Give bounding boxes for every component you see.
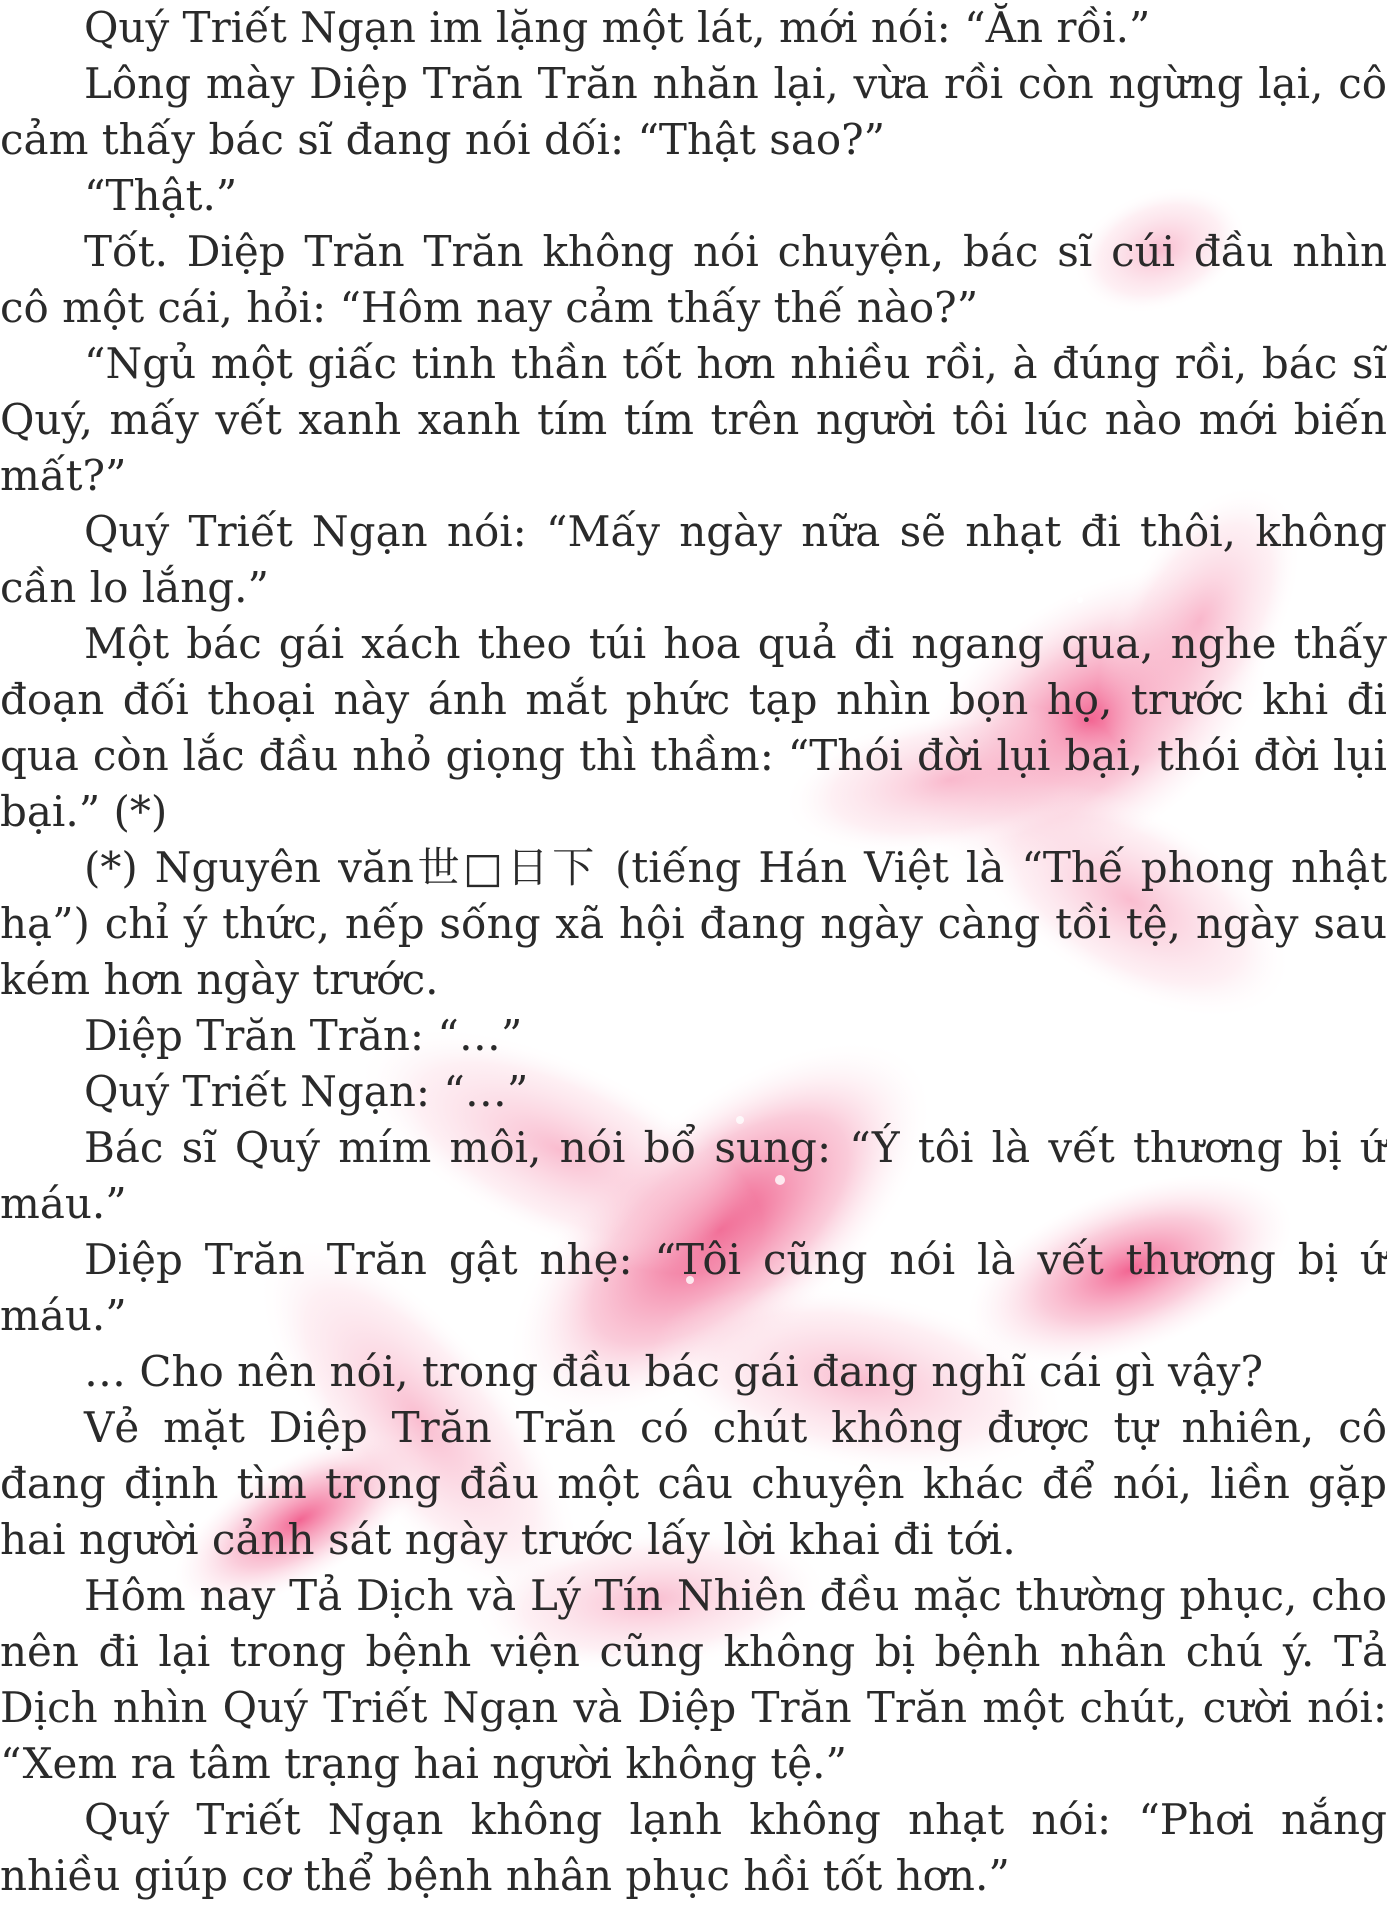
paragraph: Hôm nay Tả Dịch và Lý Tín Nhiên đều mặc thường phục, cho nên đi lại trong bệnh viện cũng không bị bệnh nhân chú ý. Tả Dịch nhìn Quý Triết Ngạn và Diệp Trăn Trăn một chút, cười nói: “Xem ra tâm trạng hai người không tệ.”: [0, 1571, 1387, 1788]
paragraph: … Cho nên nói, trong đầu bác gái đang nghĩ cái gì vậy?: [84, 1347, 1264, 1396]
paragraph: Tốt. Diệp Trăn Trăn không nói chuyện, bác sĩ cúi đầu nhìn cô một cái, hỏi: “Hôm nay cảm thấy thế nào?”: [0, 227, 1387, 332]
paragraph: Quý Triết Ngạn không lạnh không nhạt nói: “Phơi nắng nhiều giúp cơ thể bệnh nhân phục hồi tốt hơn.”: [0, 1795, 1387, 1900]
footnote: (*) Nguyên văn世□日下 (tiếng Hán Việt là “Thế phong nhật hạ”) chỉ ý thức, nếp sống xã hội đang ngày càng tồi tệ, ngày sau kém hơn ngày trước.: [0, 843, 1387, 1004]
paragraph: Một bác gái xách theo túi hoa quả đi ngang qua, nghe thấy đoạn đối thoại này ánh mắt phức tạp nhìn bọn họ, trước khi đi qua còn lắc đầu nhỏ giọng thì thầm: “Thói đời lụi bại, thói đời lụi bại.” (*): [0, 619, 1387, 836]
paragraph: “Thật.”: [84, 171, 238, 220]
paragraph: Diệp Trăn Trăn: “…”: [84, 1011, 523, 1060]
paragraph: Lông mày Diệp Trăn Trăn nhăn lại, vừa rồi còn ngừng lại, cô cảm thấy bác sĩ đang nói dối: “Thật sao?”: [0, 59, 1387, 164]
paragraph: “Ngủ một giấc tinh thần tốt hơn nhiều rồi, à đúng rồi, bác sĩ Quý, mấy vết xanh xanh tím tím trên người tôi lúc nào mới biến mất?”: [0, 339, 1387, 500]
paragraph: Bác sĩ Quý mím môi, nói bổ sung: “Ý tôi là vết thương bị ứ máu.”: [0, 1123, 1387, 1228]
paragraph: Quý Triết Ngạn nói: “Mấy ngày nữa sẽ nhạt đi thôi, không cần lo lắng.”: [0, 507, 1387, 612]
paragraph: Diệp Trăn Trăn gật nhẹ: “Tôi cũng nói là vết thương bị ứ máu.”: [0, 1235, 1387, 1340]
paragraph: Quý Triết Ngạn: “…”: [84, 1067, 529, 1116]
paragraph: Quý Triết Ngạn im lặng một lát, mới nói: “Ăn rồi.”: [84, 3, 1151, 52]
paragraph: Vẻ mặt Diệp Trăn Trăn có chút không được tự nhiên, cô đang định tìm trong đầu một câu chuyện khác để nói, liền gặp hai người cảnh sát ngày trước lấy lời khai đi tới.: [0, 1403, 1387, 1564]
